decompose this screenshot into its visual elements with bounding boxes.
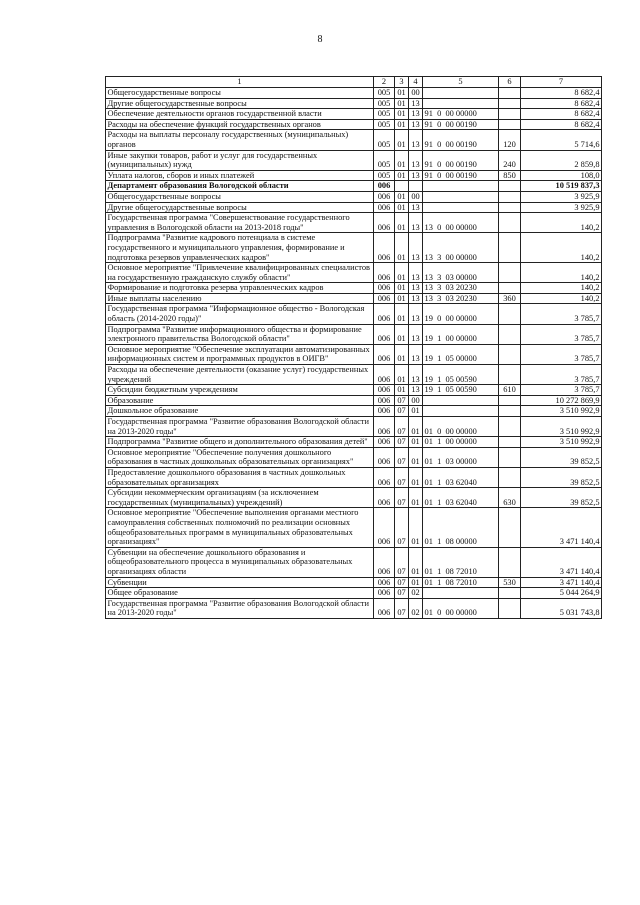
section-code-cell: 01 xyxy=(395,293,409,304)
target-article-code-cell: 91 0 00 00190 xyxy=(423,119,499,130)
ministry-code-cell: 005 xyxy=(374,98,395,109)
amount-cell: 39 852,5 xyxy=(521,467,602,487)
ministry-code-cell: 006 xyxy=(374,233,395,263)
table-row xyxy=(106,417,602,437)
ministry-code-cell: 006 xyxy=(374,598,395,618)
subsection-code-cell: 13 xyxy=(409,202,423,213)
section-code-cell: 01 xyxy=(395,202,409,213)
amount-cell: 140,2 xyxy=(521,283,602,294)
ministry-code-cell: 006 xyxy=(374,202,395,213)
subsection-code-cell: 13 xyxy=(409,304,423,324)
table-row xyxy=(106,130,602,150)
table-row xyxy=(106,365,602,385)
table-row xyxy=(106,170,602,181)
section-code-cell: 07 xyxy=(395,547,409,577)
budget-table xyxy=(105,76,602,619)
table-row xyxy=(106,406,602,417)
table-row xyxy=(106,304,602,324)
section-code-cell: 01 xyxy=(395,344,409,364)
row-name-cell: Иные закупки товаров, работ и услуг для государственных (муниципальных) нужд xyxy=(106,150,374,170)
column-header-6: 6 xyxy=(499,77,521,88)
table-body xyxy=(106,88,602,619)
subsection-code-cell: 01 xyxy=(409,467,423,487)
amount-cell: 140,2 xyxy=(521,233,602,263)
table-row xyxy=(106,598,602,618)
section-code-cell: 07 xyxy=(395,417,409,437)
subsection-code-cell: 02 xyxy=(409,588,423,599)
ministry-code-cell: 006 xyxy=(374,547,395,577)
section-code-cell: 01 xyxy=(395,233,409,263)
subsection-code-cell: 01 xyxy=(409,508,423,547)
expense-type-code-cell xyxy=(499,547,521,577)
expense-type-code-cell xyxy=(499,98,521,109)
row-name-cell: Образование xyxy=(106,395,374,406)
subsection-code-cell: 02 xyxy=(409,598,423,618)
section-code-cell: 01 xyxy=(395,213,409,233)
ministry-code-cell: 006 xyxy=(374,365,395,385)
ministry-code-cell: 006 xyxy=(374,406,395,417)
amount-cell: 3 785,7 xyxy=(521,385,602,396)
amount-cell: 3 510 992,9 xyxy=(521,437,602,448)
row-name-cell: Предоставление дошкольного образования в частных дошкольных образовательных организациях xyxy=(106,467,374,487)
amount-cell: 5 031 743,8 xyxy=(521,598,602,618)
target-article-code-cell: 19 1 05 00590 xyxy=(423,365,499,385)
amount-cell: 39 852,5 xyxy=(521,488,602,508)
expense-type-code-cell xyxy=(499,508,521,547)
expense-type-code-cell xyxy=(499,109,521,120)
section-code-cell: 01 xyxy=(395,191,409,202)
target-article-code-cell: 13 0 00 00000 xyxy=(423,213,499,233)
subsection-code-cell: 00 xyxy=(409,395,423,406)
section-code-cell: 07 xyxy=(395,395,409,406)
ministry-code-cell: 006 xyxy=(374,417,395,437)
ministry-code-cell: 006 xyxy=(374,263,395,283)
row-name-cell: Подпрограмма "Развитие информационного общества и формирование электронного правительства Вологодской области" xyxy=(106,324,374,344)
target-article-code-cell: 91 0 00 00190 xyxy=(423,170,499,181)
section-code-cell: 07 xyxy=(395,437,409,448)
amount-cell: 3 785,7 xyxy=(521,324,602,344)
table-row xyxy=(106,98,602,109)
ministry-code-cell: 006 xyxy=(374,395,395,406)
target-article-code-cell: 91 0 00 00190 xyxy=(423,150,499,170)
amount-cell: 3 785,7 xyxy=(521,344,602,364)
ministry-code-cell: 006 xyxy=(374,344,395,364)
expense-type-code-cell xyxy=(499,304,521,324)
row-name-cell: Основное мероприятие "Обеспечение получения дошкольного образования в частных дошкольных образовательных организациях" xyxy=(106,447,374,467)
row-name-cell: Расходы на обеспечение функций государственных органов xyxy=(106,119,374,130)
ministry-code-cell: 005 xyxy=(374,88,395,99)
expense-type-code-cell: 530 xyxy=(499,577,521,588)
table-row xyxy=(106,447,602,467)
ministry-code-cell: 006 xyxy=(374,385,395,396)
row-name-cell: Государственная программа "Совершенствование государственного управления в Вологодской области на 2013-2018 годы" xyxy=(106,213,374,233)
row-name-cell: Субсидии некоммерческим организациям (за исключением государственных (муниципальных) учреждений) xyxy=(106,488,374,508)
amount-cell: 3 471 140,4 xyxy=(521,547,602,577)
subsection-code-cell: 13 xyxy=(409,293,423,304)
section-code-cell: 01 xyxy=(395,130,409,150)
table-header-row xyxy=(106,77,602,88)
section-code-cell: 07 xyxy=(395,467,409,487)
amount-cell: 3 471 140,4 xyxy=(521,577,602,588)
ministry-code-cell: 005 xyxy=(374,130,395,150)
ministry-code-cell: 006 xyxy=(374,181,395,192)
subsection-code-cell: 13 xyxy=(409,344,423,364)
row-name-cell: Государственная программа "Развитие образования Вологодской области на 2013-2020 годы" xyxy=(106,417,374,437)
subsection-code-cell: 13 xyxy=(409,109,423,120)
expense-type-code-cell xyxy=(499,395,521,406)
target-article-code-cell xyxy=(423,202,499,213)
ministry-code-cell: 006 xyxy=(374,437,395,448)
subsection-code-cell: 00 xyxy=(409,88,423,99)
subsection-code-cell: 01 xyxy=(409,417,423,437)
amount-cell: 3 471 140,4 xyxy=(521,508,602,547)
subsection-code-cell: 13 xyxy=(409,130,423,150)
subsection-code-cell: 01 xyxy=(409,406,423,417)
subsection-code-cell: 01 xyxy=(409,437,423,448)
target-article-code-cell: 01 1 08 72010 xyxy=(423,577,499,588)
target-article-code-cell: 13 3 03 20230 xyxy=(423,293,499,304)
ministry-code-cell: 006 xyxy=(374,588,395,599)
subsection-code-cell: 01 xyxy=(409,488,423,508)
amount-cell: 140,2 xyxy=(521,293,602,304)
row-name-cell: Дошкольное образование xyxy=(106,406,374,417)
expense-type-code-cell: 850 xyxy=(499,170,521,181)
ministry-code-cell: 006 xyxy=(374,508,395,547)
section-code-cell: 01 xyxy=(395,150,409,170)
subsection-code-cell: 13 xyxy=(409,385,423,396)
subsection-code-cell: 13 xyxy=(409,98,423,109)
row-name-cell: Субсидии бюджетным учреждениям xyxy=(106,385,374,396)
expense-type-code-cell: 630 xyxy=(499,488,521,508)
ministry-code-cell: 006 xyxy=(374,447,395,467)
target-article-code-cell: 13 3 00 00000 xyxy=(423,233,499,263)
expense-type-code-cell xyxy=(499,588,521,599)
table-row xyxy=(106,385,602,396)
target-article-code-cell: 91 0 00 00000 xyxy=(423,109,499,120)
section-code-cell: 07 xyxy=(395,447,409,467)
amount-cell: 8 682,4 xyxy=(521,109,602,120)
row-name-cell: Государственная программа "Развитие образования Вологодской области на 2013-2020 годы" xyxy=(106,598,374,618)
table-row xyxy=(106,150,602,170)
subsection-code-cell: 00 xyxy=(409,191,423,202)
row-name-cell: Обеспечение деятельности органов государственной власти xyxy=(106,109,374,120)
amount-cell: 108,0 xyxy=(521,170,602,181)
section-code-cell: 07 xyxy=(395,577,409,588)
subsection-code-cell xyxy=(409,181,423,192)
target-article-code-cell: 19 1 05 00590 xyxy=(423,385,499,396)
subsection-code-cell: 13 xyxy=(409,213,423,233)
row-name-cell: Общее образование xyxy=(106,588,374,599)
column-header-7: 7 xyxy=(521,77,602,88)
table-row xyxy=(106,324,602,344)
section-code-cell: 01 xyxy=(395,119,409,130)
section-code-cell: 07 xyxy=(395,406,409,417)
expense-type-code-cell xyxy=(499,283,521,294)
table-row xyxy=(106,344,602,364)
expense-type-code-cell xyxy=(499,88,521,99)
section-code-cell: 01 xyxy=(395,304,409,324)
row-name-cell: Подпрограмма "Развитие общего и дополнительного образования детей" xyxy=(106,437,374,448)
target-article-code-cell: 01 0 00 00000 xyxy=(423,417,499,437)
section-code-cell: 01 xyxy=(395,365,409,385)
subsection-code-cell: 01 xyxy=(409,547,423,577)
section-code-cell: 01 xyxy=(395,170,409,181)
expense-type-code-cell xyxy=(499,437,521,448)
section-code-cell: 01 xyxy=(395,283,409,294)
target-article-code-cell: 13 3 03 20230 xyxy=(423,283,499,294)
amount-cell: 3 925,9 xyxy=(521,191,602,202)
ministry-code-cell: 006 xyxy=(374,577,395,588)
section-code-cell: 07 xyxy=(395,588,409,599)
row-name-cell: Расходы на обеспечение деятельности (оказание услуг) государственных учреждений xyxy=(106,365,374,385)
target-article-code-cell xyxy=(423,395,499,406)
column-header-1: 1 xyxy=(106,77,374,88)
row-name-cell: Другие общегосударственные вопросы xyxy=(106,98,374,109)
amount-cell: 10 519 837,3 xyxy=(521,181,602,192)
row-name-cell: Подпрограмма "Развитие кадрового потенциала в системе государственного и муниципального управления, формирование и подготовка резервов управленческих кадров" xyxy=(106,233,374,263)
row-name-cell: Формирование и подготовка резерва управленческих кадров xyxy=(106,283,374,294)
row-name-cell: Основное мероприятие "Обеспечение эксплуатации автоматизированных информационных систем и программных продуктов в ОИГВ" xyxy=(106,344,374,364)
target-article-code-cell: 01 1 08 00000 xyxy=(423,508,499,547)
section-code-cell: 01 xyxy=(395,98,409,109)
table-row xyxy=(106,577,602,588)
column-header-3: 3 xyxy=(395,77,409,88)
table-row xyxy=(106,109,602,120)
amount-cell: 140,2 xyxy=(521,213,602,233)
expense-type-code-cell xyxy=(499,406,521,417)
subsection-code-cell: 13 xyxy=(409,263,423,283)
column-header-4: 4 xyxy=(409,77,423,88)
target-article-code-cell: 19 0 00 00000 xyxy=(423,304,499,324)
row-name-cell: Иные выплаты населению xyxy=(106,293,374,304)
expense-type-code-cell xyxy=(499,324,521,344)
ministry-code-cell: 006 xyxy=(374,283,395,294)
expense-type-code-cell xyxy=(499,233,521,263)
expense-type-code-cell: 360 xyxy=(499,293,521,304)
amount-cell: 3 785,7 xyxy=(521,365,602,385)
table-row xyxy=(106,88,602,99)
expense-type-code-cell xyxy=(499,202,521,213)
subsection-code-cell: 13 xyxy=(409,150,423,170)
target-article-code-cell: 19 1 00 00000 xyxy=(423,324,499,344)
ministry-code-cell: 005 xyxy=(374,170,395,181)
ministry-code-cell: 006 xyxy=(374,304,395,324)
target-article-code-cell xyxy=(423,588,499,599)
expense-type-code-cell xyxy=(499,181,521,192)
ministry-code-cell: 006 xyxy=(374,488,395,508)
column-header-5: 5 xyxy=(423,77,499,88)
row-name-cell: Государственная программа "Информационное общество - Вологодская область (2014-2020 годы)" xyxy=(106,304,374,324)
amount-cell: 39 852,5 xyxy=(521,447,602,467)
section-code-cell: 01 xyxy=(395,263,409,283)
subsection-code-cell: 13 xyxy=(409,283,423,294)
table-row xyxy=(106,508,602,547)
table-row xyxy=(106,191,602,202)
row-name-cell: Основное мероприятие "Привлечение квалифицированных специалистов на государственную гражданскую службу области" xyxy=(106,263,374,283)
expense-type-code-cell xyxy=(499,263,521,283)
row-name-cell: Другие общегосударственные вопросы xyxy=(106,202,374,213)
table-row xyxy=(106,263,602,283)
expense-type-code-cell xyxy=(499,417,521,437)
column-header-2: 2 xyxy=(374,77,395,88)
target-article-code-cell xyxy=(423,191,499,202)
ministry-code-cell: 006 xyxy=(374,467,395,487)
table-row xyxy=(106,213,602,233)
row-name-cell: Департамент образования Вологодской области xyxy=(106,181,374,192)
target-article-code-cell xyxy=(423,88,499,99)
amount-cell: 8 682,4 xyxy=(521,88,602,99)
target-article-code-cell: 01 1 08 72010 xyxy=(423,547,499,577)
amount-cell: 140,2 xyxy=(521,263,602,283)
table-row xyxy=(106,488,602,508)
amount-cell: 2 859,8 xyxy=(521,150,602,170)
section-code-cell: 07 xyxy=(395,488,409,508)
expense-type-code-cell: 240 xyxy=(499,150,521,170)
subsection-code-cell: 01 xyxy=(409,447,423,467)
row-name-cell: Расходы на выплаты персоналу государственных (муниципальных) органов xyxy=(106,130,374,150)
amount-cell: 3 785,7 xyxy=(521,304,602,324)
table-row xyxy=(106,233,602,263)
expense-type-code-cell xyxy=(499,447,521,467)
table-row xyxy=(106,547,602,577)
section-code-cell xyxy=(395,181,409,192)
row-name-cell: Уплата налогов, сборов и иных платежей xyxy=(106,170,374,181)
section-code-cell: 01 xyxy=(395,109,409,120)
expense-type-code-cell: 120 xyxy=(499,130,521,150)
table-row xyxy=(106,181,602,192)
table-row xyxy=(106,293,602,304)
target-article-code-cell: 91 0 00 00190 xyxy=(423,130,499,150)
subsection-code-cell: 13 xyxy=(409,233,423,263)
target-article-code-cell: 01 1 03 62040 xyxy=(423,467,499,487)
expense-type-code-cell xyxy=(499,213,521,233)
amount-cell: 5 714,6 xyxy=(521,130,602,150)
table-row xyxy=(106,395,602,406)
target-article-code-cell: 01 0 00 00000 xyxy=(423,598,499,618)
ministry-code-cell: 005 xyxy=(374,119,395,130)
table-row xyxy=(106,283,602,294)
target-article-code-cell xyxy=(423,181,499,192)
amount-cell: 3 510 992,9 xyxy=(521,417,602,437)
table-row xyxy=(106,467,602,487)
target-article-code-cell xyxy=(423,98,499,109)
subsection-code-cell: 13 xyxy=(409,324,423,344)
row-name-cell: Общегосударственные вопросы xyxy=(106,191,374,202)
expense-type-code-cell xyxy=(499,344,521,364)
ministry-code-cell: 006 xyxy=(374,293,395,304)
section-code-cell: 01 xyxy=(395,385,409,396)
expense-type-code-cell xyxy=(499,191,521,202)
expense-type-code-cell xyxy=(499,119,521,130)
ministry-code-cell: 006 xyxy=(374,324,395,344)
target-article-code-cell: 01 1 00 00000 xyxy=(423,437,499,448)
amount-cell: 8 682,4 xyxy=(521,119,602,130)
target-article-code-cell: 01 1 03 00000 xyxy=(423,447,499,467)
section-code-cell: 07 xyxy=(395,598,409,618)
table-row xyxy=(106,588,602,599)
target-article-code-cell: 01 1 03 62040 xyxy=(423,488,499,508)
ministry-code-cell: 006 xyxy=(374,191,395,202)
section-code-cell: 01 xyxy=(395,88,409,99)
ministry-code-cell: 006 xyxy=(374,213,395,233)
target-article-code-cell: 19 1 05 00000 xyxy=(423,344,499,364)
amount-cell: 10 272 869,9 xyxy=(521,395,602,406)
ministry-code-cell: 005 xyxy=(374,109,395,120)
table-row xyxy=(106,202,602,213)
target-article-code-cell xyxy=(423,406,499,417)
expense-type-code-cell: 610 xyxy=(499,385,521,396)
expense-type-code-cell xyxy=(499,467,521,487)
subsection-code-cell: 01 xyxy=(409,577,423,588)
section-code-cell: 07 xyxy=(395,508,409,547)
row-name-cell: Субвенции на обеспечение дошкольного образования и общеобразовательного процесса в муниципальных образовательных организациях области xyxy=(106,547,374,577)
row-name-cell: Субвенции xyxy=(106,577,374,588)
subsection-code-cell: 13 xyxy=(409,365,423,385)
row-name-cell: Общегосударственные вопросы xyxy=(106,88,374,99)
amount-cell: 5 044 264,9 xyxy=(521,588,602,599)
table-row xyxy=(106,437,602,448)
expense-type-code-cell xyxy=(499,598,521,618)
ministry-code-cell: 005 xyxy=(374,150,395,170)
table-row xyxy=(106,119,602,130)
target-article-code-cell: 13 3 03 00000 xyxy=(423,263,499,283)
row-name-cell: Основное мероприятие "Обеспечение выполнения органами местного самоуправления собственных полномочий по реализации основных общеобразовательных программ в муниципальных образовательных организациях" xyxy=(106,508,374,547)
page-number: 8 xyxy=(317,34,323,45)
amount-cell: 3 925,9 xyxy=(521,202,602,213)
subsection-code-cell: 13 xyxy=(409,119,423,130)
amount-cell: 3 510 992,9 xyxy=(521,406,602,417)
expense-type-code-cell xyxy=(499,365,521,385)
section-code-cell: 01 xyxy=(395,324,409,344)
subsection-code-cell: 13 xyxy=(409,170,423,181)
amount-cell: 8 682,4 xyxy=(521,98,602,109)
